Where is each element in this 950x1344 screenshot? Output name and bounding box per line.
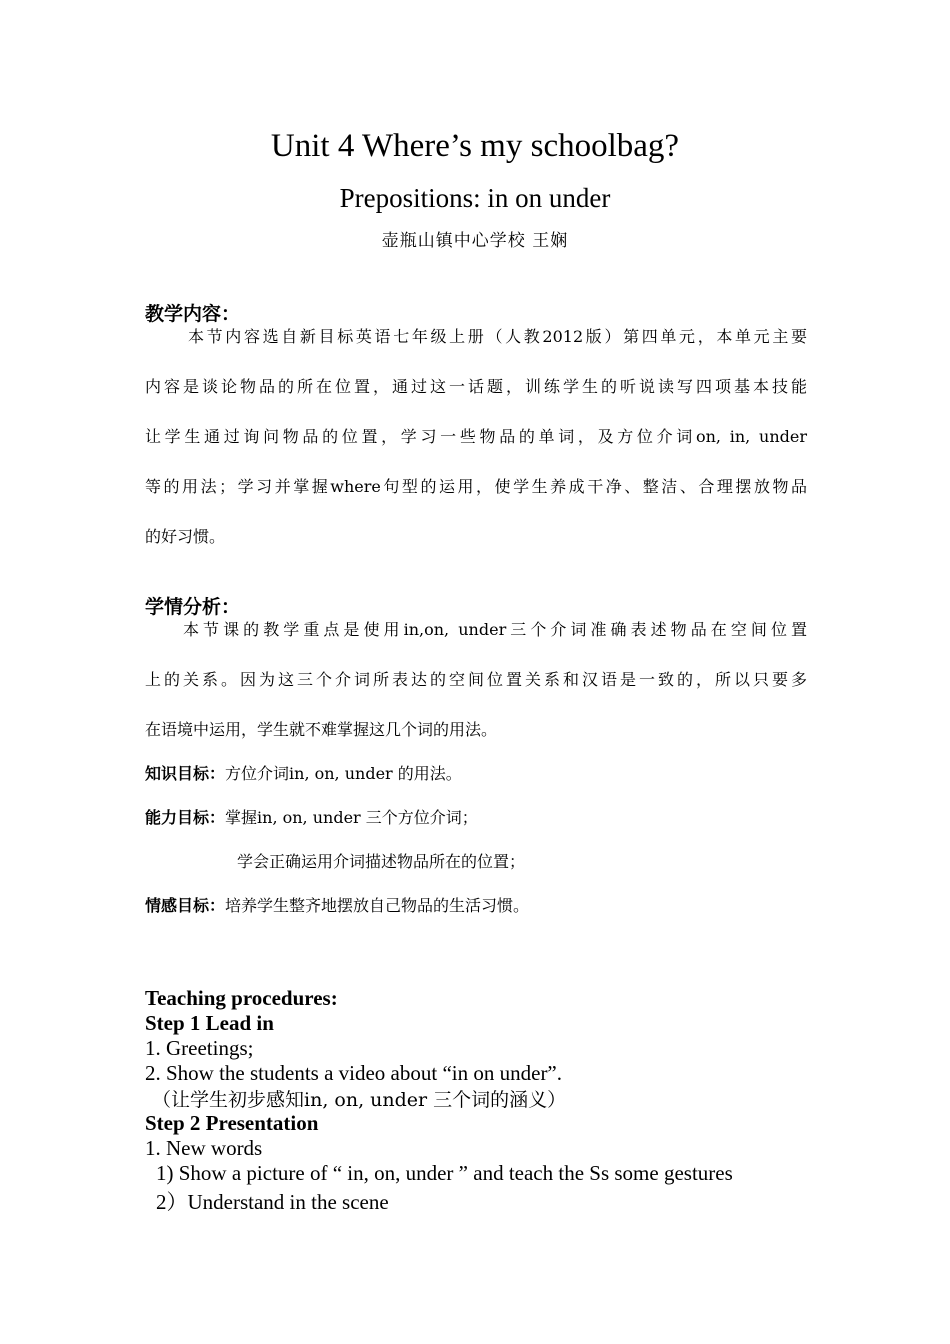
- analysis-heading: 学情分析：: [145, 596, 241, 618]
- content-line-1: 本节内容选自新目标英语七年级上册（人教2012版）第四单元，本单元主要: [188, 327, 807, 346]
- step2-item-1: 1. New words: [145, 1136, 263, 1160]
- page-title: Unit 4 Where’s my schoolbag?: [270, 128, 680, 164]
- author-line: 壶瓶山镇中心学校 王娴: [381, 231, 569, 251]
- ability-goal-label: 能力目标：: [145, 808, 226, 827]
- emotion-goal-text: 培养学生整齐地摆放自己物品的生活习惯。: [225, 896, 530, 915]
- step2-subitem-2: 2）Understand in the scene: [156, 1190, 389, 1214]
- knowledge-goal: [145, 761, 462, 784]
- analysis-line-1: 本节课的教学重点是使用in,on, under三个介词准确表述物品在空间位置: [183, 620, 807, 639]
- emotion-goal-label: 情感目标：: [145, 896, 226, 915]
- content-heading: 教学内容：: [145, 303, 241, 325]
- step1-heading: Step 1 Lead in: [145, 1011, 274, 1035]
- ability-goal-text: 掌握in, on, under 三个方位介词；: [225, 808, 478, 827]
- step1-item-2: 2. Show the students a video about “in on under”.: [145, 1061, 563, 1085]
- analysis-line-2: 上的关系。因为这三个介词所表达的空间位置关系和汉语是一致的，所以只要多: [145, 670, 807, 689]
- content-line-5: 的好习惯。: [145, 527, 226, 546]
- step2-heading: Step 2 Presentation: [145, 1111, 319, 1135]
- knowledge-goal-text: 方位介词in, on, under 的用法。: [225, 764, 462, 783]
- ability-goal: [145, 805, 478, 828]
- page-subtitle: Prepositions: in on under: [339, 183, 611, 213]
- analysis-line-3: 在语境中运用，学生就不难掌握这几个词的用法。: [145, 720, 498, 739]
- step2-subitem-1: 1) Show a picture of “ in, on, under ” and teach the Ss some gestures: [156, 1161, 733, 1185]
- ability-goal-text-2: 学会正确运用介词描述物品所在的位置；: [237, 852, 526, 871]
- step1-item-1: 1. Greetings;: [145, 1036, 254, 1060]
- emotion-goal: [145, 893, 529, 916]
- content-line-2: 内容是谈论物品的所在位置，通过这一话题，训练学生的听说读写四项基本技能: [145, 377, 807, 396]
- procedures-heading: Teaching procedures:: [145, 986, 338, 1010]
- step1-note: （让学生初步感知in, on, under 三个词的涵义）: [152, 1089, 567, 1111]
- content-line-3: 让学生通过询问物品的位置，学习一些物品的单词，及方位介词on, in, under: [145, 427, 807, 446]
- knowledge-goal-label: 知识目标：: [145, 764, 226, 783]
- content-line-4: 等的用法；学习并掌握where句型的运用，使学生养成干净、整洁、合理摆放物品: [145, 477, 807, 496]
